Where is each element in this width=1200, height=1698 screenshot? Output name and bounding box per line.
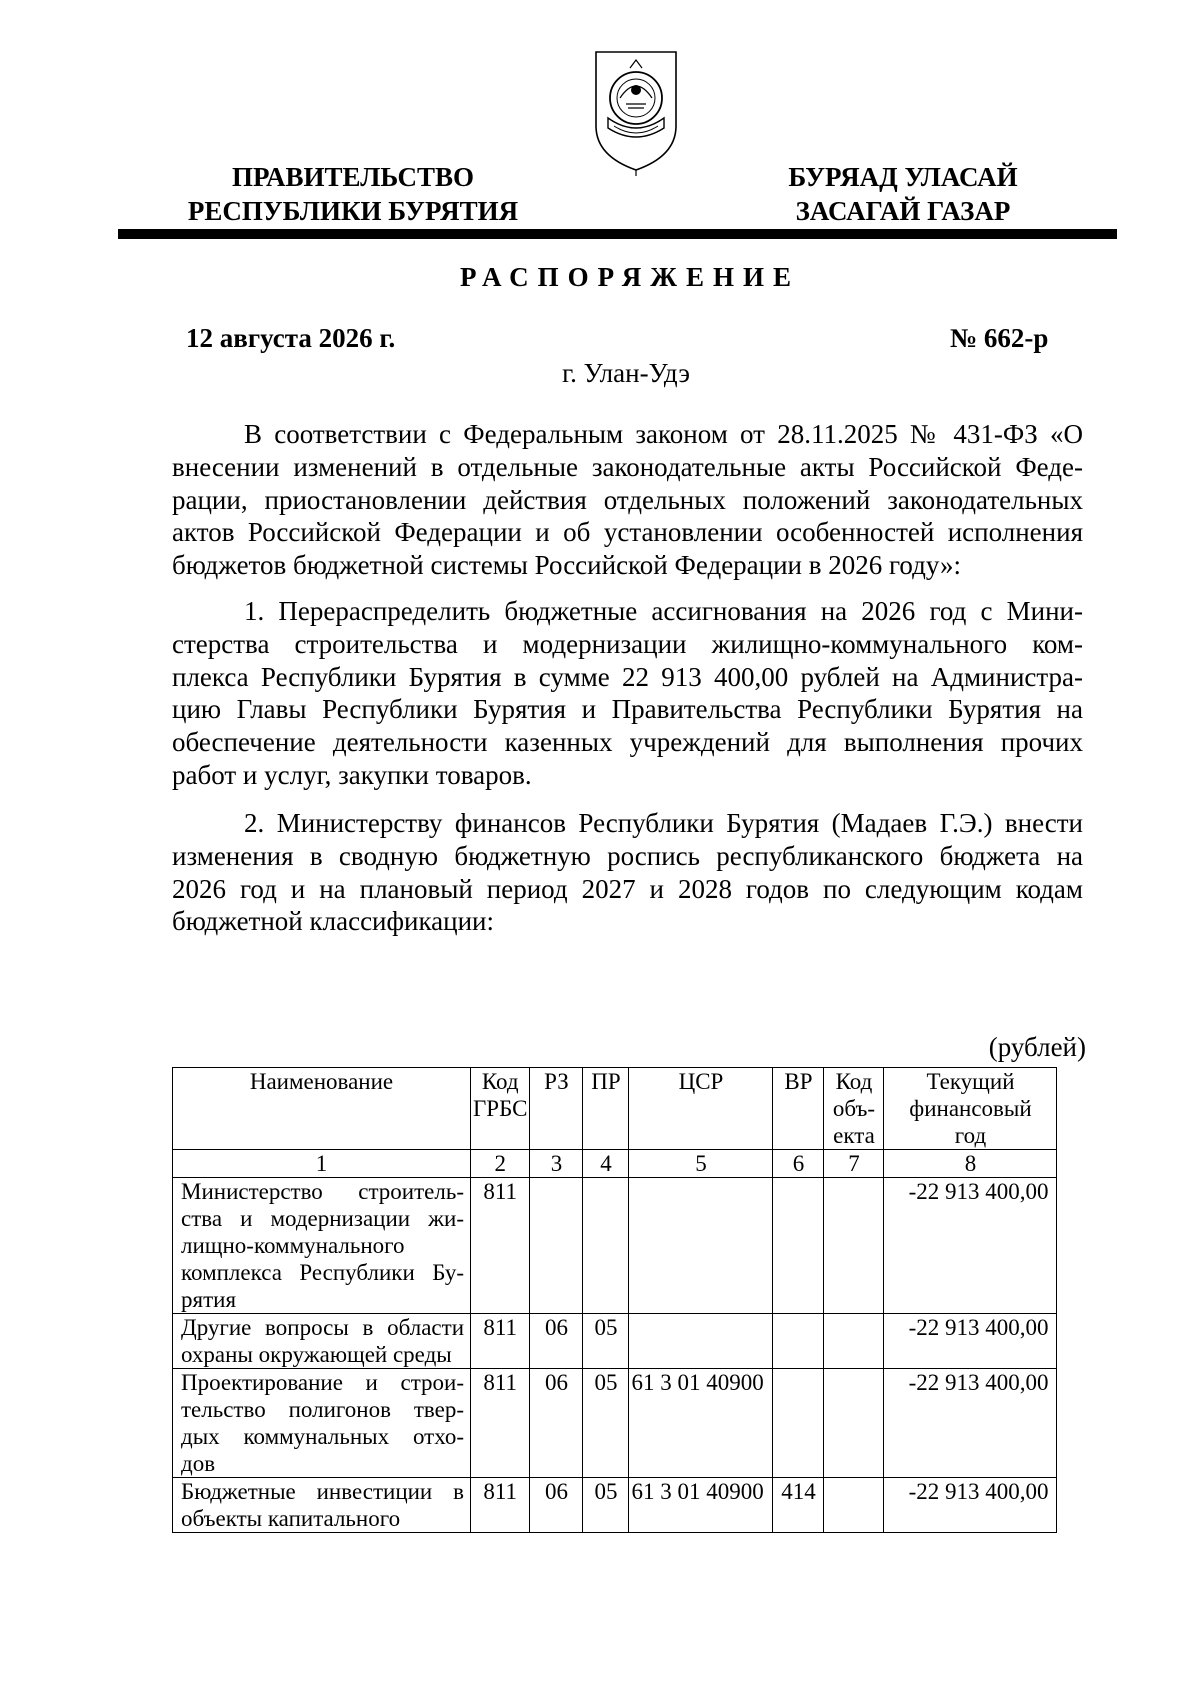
row-csr: 61 3 01 40900 [629,1369,773,1478]
header-object-code [824,1068,884,1150]
row-name-line: охраны окружающей среды [181,1342,452,1367]
text-line: внесении изменений в отдельные законодательные акты Российской Феде- [172,451,1083,482]
text-line: плекса Республики Бурятия в сумме 22 913 400,00 рублей на Администра- [172,661,1083,692]
column-number: 8 [884,1150,1057,1178]
row-object-code [824,1314,884,1369]
government-name-russian [168,160,538,228]
row-vr [773,1178,824,1314]
row-pr: 05 [583,1478,629,1533]
row-name [173,1178,471,1314]
header-right-line1: БУРЯАД УЛАСАЙ [788,162,1018,192]
row-object-code [824,1369,884,1478]
header-current-year [884,1068,1057,1150]
row-amount: -22 913 400,00 [884,1178,1057,1314]
header-year-line: год [954,1123,987,1148]
row-name-line: Бюджетные инвестиции в [181,1479,464,1504]
row-name-line: тельство полигонов твер- [181,1397,464,1422]
row-name-line: ства и модернизации жи- [181,1206,464,1231]
coat-of-arms-emblem [590,46,682,176]
text-line: бюджетов бюджетной системы Российской Федерации в 2026 году»: [172,550,962,581]
text-line: 2. Министерству финансов Республики Бурятия (Мадаев Г.Э.) внести [244,808,1083,838]
row-pr: 05 [583,1369,629,1478]
header-grbs [471,1068,530,1150]
column-number: 6 [773,1150,824,1178]
government-name-buryat [768,160,1038,228]
row-grbs: 811 [471,1178,530,1314]
row-name-line: дов [181,1451,216,1476]
row-name-line: объекты капитального [181,1506,401,1531]
header-right-line2: ЗАСАГАЙ ГАЗАР [795,196,1011,226]
column-number: 7 [824,1150,884,1178]
column-number: 2 [471,1150,530,1178]
text-line: стерства строительства и модернизации жилищно-коммунального ком- [172,628,1083,659]
document-city: г. Улан-Удэ [562,358,690,388]
preamble-paragraph [172,418,1083,582]
row-rz [530,1178,583,1314]
item-2-paragraph [172,807,1083,938]
text-line: актов Российской Федерации и об установлении особенностей исполнения [172,517,1083,548]
header-pr: ПР [583,1068,629,1150]
header-grbs-line: Код [481,1069,519,1094]
row-name-line: рятия [181,1287,237,1312]
column-number: 1 [173,1150,471,1178]
header-object-line: екта [833,1123,875,1148]
column-number-row [173,1150,1057,1178]
text-line: В соответствии с Федеральным законом от 28.11.2025 № 431-ФЗ «О [244,419,1083,449]
header-left-line2: РЕСПУБЛИКИ БУРЯТИЯ [187,196,519,226]
row-object-code [824,1478,884,1533]
row-name-line: комплекса Республики Бу- [181,1260,464,1285]
row-grbs: 811 [471,1314,530,1369]
document-date: 12 августа 2026 г. [186,323,396,353]
row-name [173,1369,471,1478]
row-pr [583,1178,629,1314]
column-number: 3 [530,1150,583,1178]
row-object-code [824,1178,884,1314]
table-row [173,1178,1057,1314]
header-grbs-line: ГРБС [473,1096,528,1121]
row-name [173,1314,471,1369]
row-amount: -22 913 400,00 [884,1314,1057,1369]
table-header-row [173,1068,1057,1150]
row-rz: 06 [530,1478,583,1533]
row-csr: 61 3 01 40900 [629,1478,773,1533]
header-csr: ЦСР [629,1068,773,1150]
text-line: 2026 год и на плановый период 2027 и 2028 годов по следующим кодам [172,873,1083,904]
header-object-line: объ- [832,1096,876,1121]
column-number: 5 [629,1150,773,1178]
row-grbs: 811 [471,1369,530,1478]
table-units: (рублей) [988,1032,1086,1062]
document-type-title: РАСПОРЯЖЕНИЕ [459,262,801,292]
table-row [173,1478,1057,1533]
row-csr [629,1178,773,1314]
text-line: цию Главы Республики Бурятия и Правительства Республики Бурятия на [172,694,1083,725]
header-vr: ВР [773,1068,824,1150]
header-divider [118,229,1117,239]
header-left-line1: ПРАВИТЕЛЬСТВО [231,162,475,192]
header-year-line: Текущий [926,1069,1015,1094]
row-name-line: лищно-коммунального [181,1233,405,1258]
budget-classification-table [172,1067,1057,1533]
row-name-line: Проектирование и строи- [181,1370,464,1395]
row-pr: 05 [583,1314,629,1369]
row-amount: -22 913 400,00 [884,1369,1057,1478]
text-line: обеспечение деятельности казенных учреждений для выполнения прочих [172,727,1083,758]
header-object-line: Код [835,1069,873,1094]
text-line: работ и услуг, закупки товаров. [172,759,532,790]
row-name-line: Министерство строитель- [181,1179,464,1204]
row-name-line: Другие вопросы в области [181,1315,464,1340]
column-number: 4 [583,1150,629,1178]
row-vr: 414 [773,1478,824,1533]
item-1-paragraph [172,595,1083,792]
text-line: рации, приостановлении действия отдельных положений законодательных [172,484,1083,515]
row-name [173,1478,471,1533]
text-line: изменения в сводную бюджетную роспись республиканского бюджета на [172,840,1083,871]
row-rz: 06 [530,1314,583,1369]
row-vr [773,1369,824,1478]
row-vr [773,1314,824,1369]
document-number: № 662-р [950,323,1049,353]
row-grbs: 811 [471,1478,530,1533]
text-line: 1. Перераспределить бюджетные ассигнования на 2026 год с Мини- [244,596,1083,626]
table-row [173,1314,1057,1369]
header-year-line: финансовый [909,1096,1032,1121]
text-line: бюджетной классификации: [172,906,494,937]
table-row [173,1369,1057,1478]
row-rz: 06 [530,1369,583,1478]
row-csr [629,1314,773,1369]
header-name: Наименование [173,1068,471,1150]
row-amount: -22 913 400,00 [884,1478,1057,1533]
header-rz: РЗ [530,1068,583,1150]
row-name-line: дых коммунальных отхо- [181,1424,464,1449]
